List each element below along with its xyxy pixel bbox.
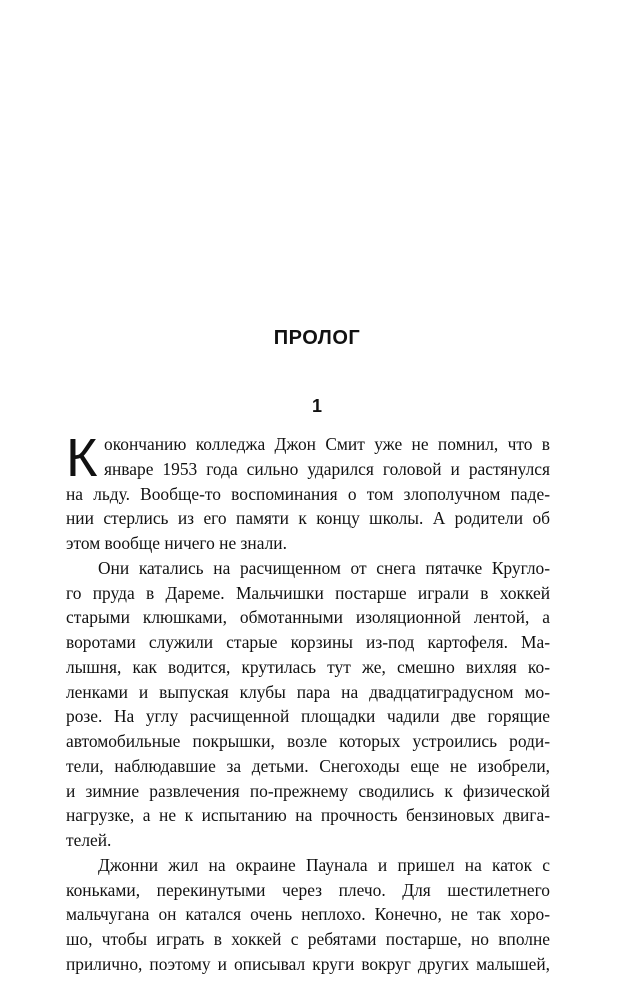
text-line: тели, наблюдавшие за детьми. Снегоходы еще не изобрели, <box>66 755 550 776</box>
text-line: мальчугана он катался очень неплохо. Конечно, не так хоро- <box>66 904 550 925</box>
text-line: Джонни жил на окраине Паунала и пришел на каток с <box>98 854 550 875</box>
text-line: нии стерлись из его памяти к концу школы. А родители об <box>66 508 550 529</box>
text-line: этом вообще ничего не знали. <box>66 533 287 553</box>
text-line: го пруда в Дареме. Мальчишки постарше играли в хоккей <box>66 582 550 603</box>
text-line: воротами служили старые корзины из-под картофеля. Ма- <box>66 632 550 652</box>
drop-cap: К <box>66 428 98 488</box>
body-text <box>66 428 550 977</box>
text-line: автомобильные покрышки, возле которых устроились роди- <box>66 731 550 751</box>
text-line: розе. На углу расчищенной площадки чадили две горящие <box>66 706 550 727</box>
text-line: лышня, как водится, крутилась тут же, смешно вихляя ко- <box>66 656 550 677</box>
chapter-title: ПРОЛОГ <box>273 327 361 349</box>
text-line: на льду. Вообще-то воспоминания о том злополучном паде- <box>66 483 550 504</box>
text-line: и зимние развлечения по-прежнему сводились к физической <box>66 780 550 801</box>
text-line: коньками, перекинутыми через плечо. Для шестилетнего <box>66 879 550 900</box>
text-line: Они катались на расчищенном от снега пятачке Кругло- <box>98 557 550 578</box>
text-line: январе 1953 года сильно ударился головой и растянулся <box>104 458 550 479</box>
text-line: ленками и выпуская клубы пара на двадцатиградусном мо- <box>66 681 550 702</box>
text-line: шо, чтобы играть в хоккей с ребятами постарше, но вполне <box>66 929 550 949</box>
text-line: старыми клюшками, обмотанными изоляционной лентой, а <box>66 607 550 628</box>
text-line: прилично, поэтому и описывал круги вокруг других малышей, <box>66 953 550 974</box>
text-line: телей. <box>66 830 112 850</box>
section-number: 1 <box>311 396 322 416</box>
text-line: нагрузке, а не к испытанию на прочность бензиновых двига- <box>66 805 550 826</box>
text-line: окончанию колледжа Джон Смит уже не помнил, что в <box>104 434 550 454</box>
